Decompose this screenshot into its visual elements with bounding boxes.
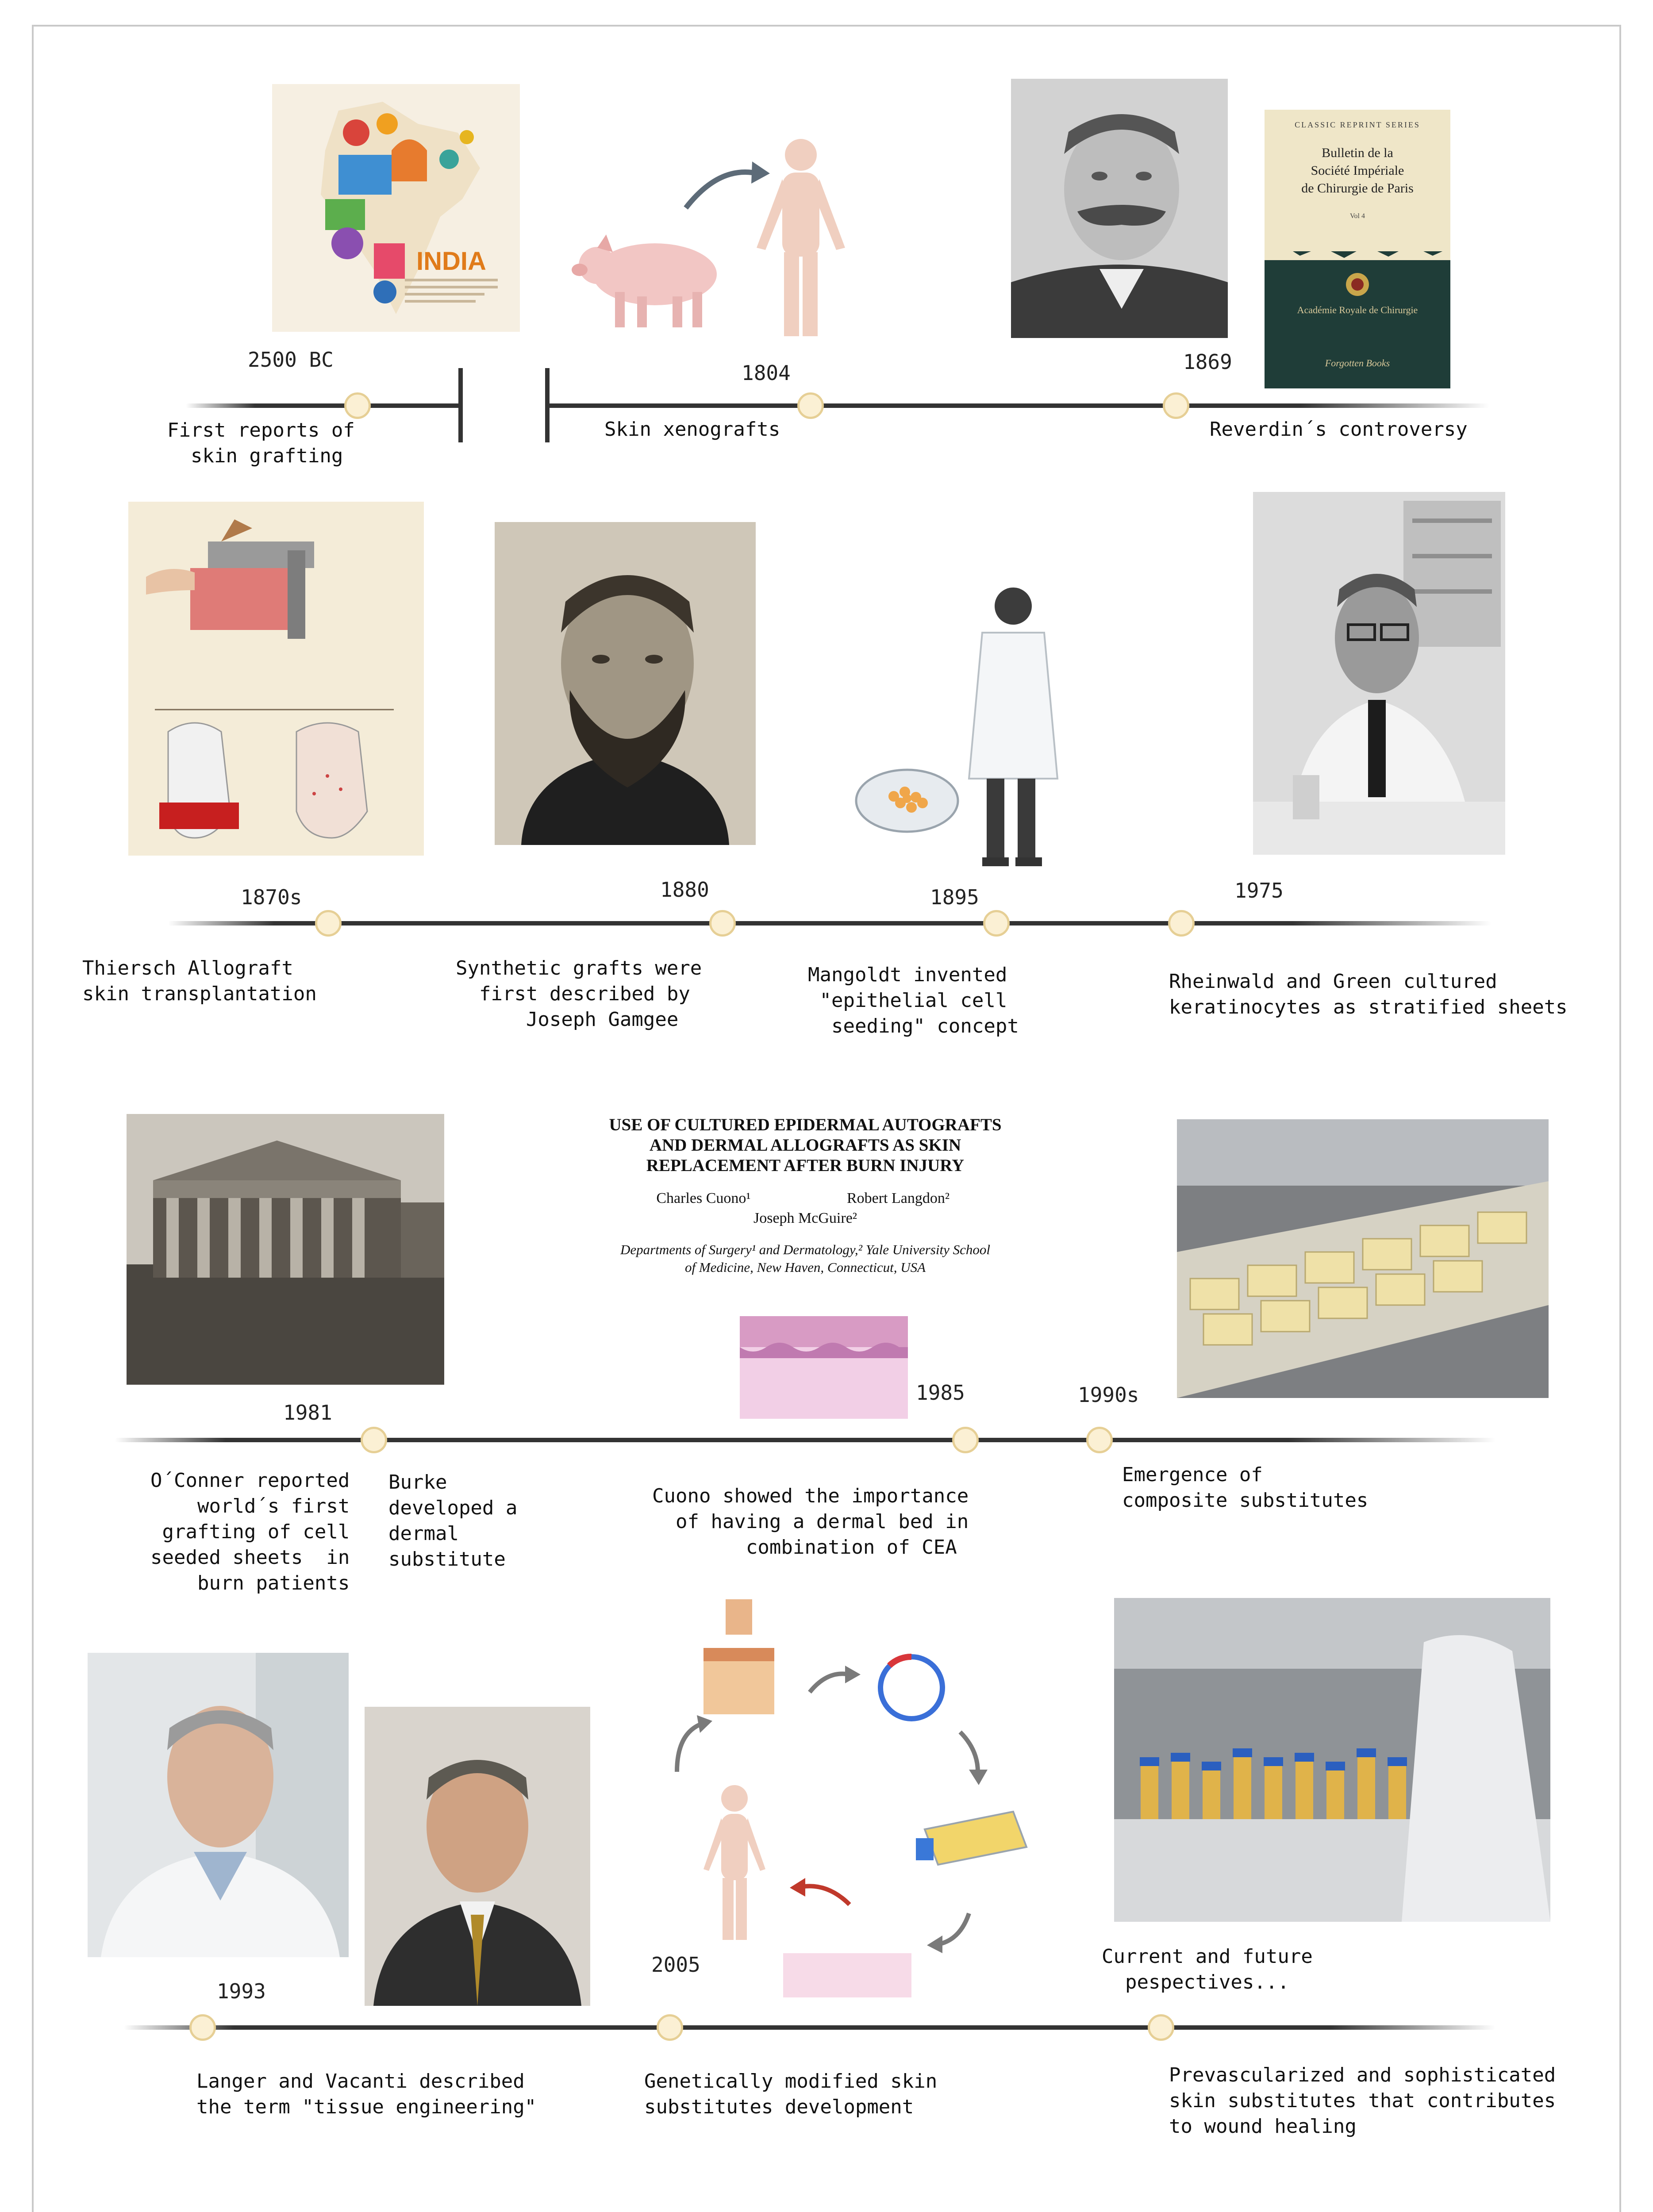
event-label-1993: Langer and Vacanti described the term "tissue engineering" <box>196 2070 537 2118</box>
year-1985: 1985 <box>916 1381 965 1405</box>
langer-portrait <box>88 1653 349 1957</box>
event-dot-1869 <box>1163 392 1189 419</box>
scientist-silhouette <box>854 580 1062 885</box>
book-author: Académie Royale de Chirurgie <box>1297 304 1418 315</box>
india-poster-title: INDIA <box>416 247 486 276</box>
biosafety-cabinet-photo <box>1114 1598 1550 1922</box>
year-1895: 1895 <box>930 885 979 909</box>
event-dot-1985 <box>952 1427 979 1453</box>
reverdin-portrait <box>1011 79 1228 338</box>
event-label-1869: Reverdin´s controversy <box>1210 418 1468 441</box>
pig-to-human-illustration <box>571 124 876 345</box>
gamgee-portrait <box>495 522 756 845</box>
event-label-1981: O´Conner reported world´s first grafting of cell seeded sheets in burn patients <box>150 1469 350 1594</box>
event-label-1804: Skin xenografts <box>604 418 780 441</box>
cell-culture-trays-photo <box>1177 1119 1549 1398</box>
event-label-1880: Synthetic grafts were first described by Joseph Gamgee <box>456 957 702 1031</box>
genetic-modification-cycle-diagram <box>650 1599 1057 2006</box>
event-label-1990s: Emergence of composite substitutes <box>1122 1463 1369 1512</box>
year-1981: 1981 <box>283 1401 332 1425</box>
event-dot-1993 <box>189 2014 216 2041</box>
event-label-2005: Genetically modified skin substitutes development <box>644 2070 938 2118</box>
paper-affiliation: Departments of Surgery¹ and Dermatology,² Yale University School of Medicine, New Haven, Connecticut, USA <box>620 1242 990 1275</box>
event-label-1895: Mangoldt invented "epithelial cell seeding" concept <box>808 964 1019 1037</box>
year-1804: 1804 <box>742 361 791 385</box>
rheinwald-green-lab-photo <box>1253 492 1505 855</box>
year-1993: 1993 <box>217 1979 266 2003</box>
book-series: CLASSIC REPRINT SERIES <box>1295 120 1420 129</box>
skin-layers-illustration <box>740 1316 908 1419</box>
year-1870s: 1870s <box>241 885 302 909</box>
event-label-1870s: Thiersch Allograft skin transplantation <box>82 957 317 1005</box>
event-label-2500bc: First reports of skin grafting <box>167 419 355 467</box>
event-dot-future <box>1148 2014 1174 2041</box>
thiersch-drawing <box>128 502 424 856</box>
event-label-future-perspectives: Current and future pespectives... <box>1102 1945 1313 1993</box>
timeline-break-right <box>545 368 550 442</box>
india-poster-image <box>272 84 520 332</box>
year-1990s: 1990s <box>1078 1383 1139 1407</box>
vacanti-portrait <box>365 1707 590 2006</box>
event-label-prevascularized: Prevascularized and sophisticated skin substitutes that contributes to wound healing <box>1169 2064 1556 2138</box>
paper-title: USE OF CULTURED EPIDERMAL AUTOGRAFTS AND DERMAL ALLOGRAFTS AS SKIN REPLACEMENT AFTER BURN INJURY <box>609 1115 1002 1175</box>
yale-building-photo <box>127 1114 444 1385</box>
book-publisher: Forgotten Books <box>1325 357 1390 369</box>
paper-author-1: Charles Cuono¹ <box>656 1190 751 1206</box>
timeline-line-2 <box>168 921 1491 926</box>
timeline-line-3 <box>115 1438 1495 1442</box>
event-dot-2500bc <box>344 392 371 419</box>
year-2005: 2005 <box>651 1953 700 1977</box>
year-2500bc: 2500 BC <box>248 348 334 372</box>
event-dot-1981 <box>361 1427 387 1453</box>
event-dot-1804 <box>797 392 824 419</box>
paper-author-2: Robert Langdon² <box>846 1190 950 1206</box>
timeline-line-1b <box>547 403 1489 408</box>
timeline-break-left <box>458 368 463 442</box>
event-label-burke: Burke developed a dermal substitute <box>388 1471 518 1571</box>
paper-author-3: Joseph McGuire² <box>753 1210 857 1226</box>
event-dot-1990s <box>1086 1427 1113 1453</box>
bulletin-book-cover <box>1265 110 1450 388</box>
year-1869: 1869 <box>1183 350 1232 374</box>
cuono-paper-header <box>575 1115 1035 1292</box>
event-dot-1975 <box>1168 910 1195 937</box>
event-label-1975: Rheinwald and Green cultured keratinocytes as stratified sheets <box>1169 970 1568 1018</box>
book-title: Bulletin de la Société Impériale de Chirurgie de Paris <box>1301 146 1414 196</box>
year-1975: 1975 <box>1234 879 1284 902</box>
event-dot-1880 <box>709 910 736 937</box>
timeline-line-1a <box>186 403 462 408</box>
timeline-line-4 <box>124 2025 1495 2030</box>
event-dot-1895 <box>983 910 1010 937</box>
event-dot-2005 <box>657 2014 683 2041</box>
book-volume: Vol 4 <box>1350 212 1365 220</box>
event-label-1985: Cuono showed the importance of having a dermal bed in combination of CEA <box>652 1485 969 1559</box>
year-1880: 1880 <box>660 878 709 902</box>
event-dot-1870s <box>315 910 342 937</box>
